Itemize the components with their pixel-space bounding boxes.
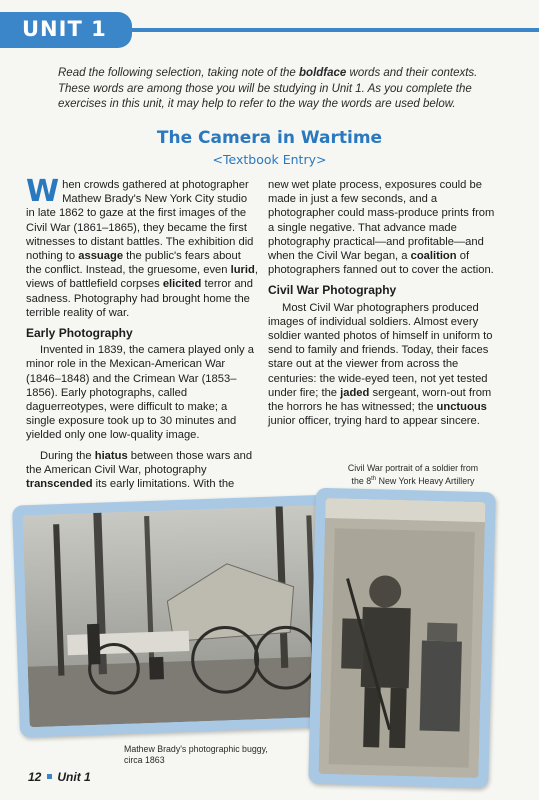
text-run: sergeant, worn-out from the horrors he has witnessed; the — [268, 386, 492, 414]
footer-unit-label: Unit 1 — [57, 770, 91, 784]
article-title: The Camera in Wartime — [156, 128, 383, 148]
text-run: between those wars and the American Civil War, photography — [26, 449, 253, 476]
text-run: Most Civil War photographers produced images of individual soldiers. Almost every soldier wanted photos of himself in uniform to send to family and friends. Today, their faces stare out at the viewer from across the centuries: the wide-eyed teen, not yet tested under fire; the — [268, 301, 493, 399]
unit-label: UNIT 1 — [22, 17, 107, 41]
drop-cap: W — [26, 174, 60, 209]
paragraph: Invented in 1839, the camera played only a minor role in the Mexican-American War (1846–1848) and the Crimean War (1853–1856). Early photographs, called daguerreotypes, were difficult to make; a single exposure took up to 30 minutes and yielded only one low-quality image. — [26, 344, 254, 442]
paragraph — [26, 449, 258, 492]
paragraph-intro — [26, 174, 258, 320]
page-footer — [28, 770, 91, 784]
vocab-word: coalition — [410, 250, 457, 263]
page-number: 12 — [28, 770, 42, 784]
text-run: of photographers fanned out to cover the action. — [268, 250, 494, 277]
text-run: During the — [40, 449, 95, 462]
paragraph — [268, 178, 500, 277]
text-run: junior officer, trying hard to appear sincere. — [268, 415, 480, 428]
intro-text-rest: words and their contexts. These words are among those you will be studying in Unit 1. As you complete the exercises in this unit, it may help to refer to the way the words are used below. — [58, 67, 478, 110]
buggy-photo-caption: Mathew Brady's photographic buggy, circa 1863 — [124, 744, 268, 765]
vocab-word: lurid — [230, 264, 255, 277]
caption-text: New York Heavy Artillery — [376, 475, 475, 486]
section-heading: Civil War Photography — [268, 283, 397, 298]
paragraph — [268, 301, 500, 429]
vocab-word: elicited — [162, 278, 202, 291]
intro-instructions — [58, 66, 486, 113]
caption-text: 8 — [366, 475, 372, 486]
soldier-portrait-photo — [308, 488, 496, 789]
vocab-word: transcended — [26, 478, 93, 491]
text-run: , views of battlefield corpses — [26, 264, 258, 291]
section-heading: Early Photography — [26, 326, 133, 341]
vocab-word: hiatus — [94, 449, 128, 462]
right-column — [268, 178, 500, 434]
intro-bold-word: boldface — [299, 67, 347, 79]
unit-tab — [0, 12, 132, 48]
vocab-word: jaded — [340, 386, 370, 399]
left-column — [26, 174, 258, 497]
caption-text: Civil War portrait of a soldier from — [347, 463, 479, 473]
text-run: terror and sadness. Photography had brought home the terrible reality of war. — [26, 278, 253, 319]
text-run: the public's fears about the conflict. Instead, the gruesome, even — [26, 250, 241, 277]
vocab-word: assuage — [78, 250, 124, 263]
vocab-word: unctuous — [436, 401, 487, 414]
intro-text: Read the following selection, taking note of the — [58, 67, 300, 79]
header-rule — [132, 28, 539, 32]
soldier-photo-caption — [318, 463, 508, 487]
article-subtitle: <Textbook Entry> — [212, 152, 327, 167]
text-run: new wet plate process, exposures could be made in just a few seconds, and a photographer could mass-produce prints from a single negative. That advance made photography practical—and profitable—and when the Civil War began, a — [268, 179, 495, 263]
soldier-portrait-image — [318, 498, 485, 778]
caption-text: the — [351, 475, 367, 486]
caption-ordinal: th — [371, 476, 377, 482]
text-run: hen crowds gathered at photographer Mathew Brady's New York City studio in late 1862 to gaze at the first images of the Civil War (1861–1865), they became the first witnesses to distant battles. The exhibition did nothing to — [26, 179, 254, 263]
buggy-photo — [12, 494, 344, 737]
text-run: its early limitations. With the — [92, 478, 235, 491]
square-bullet-icon — [47, 774, 52, 779]
buggy-photo-image — [22, 505, 333, 727]
